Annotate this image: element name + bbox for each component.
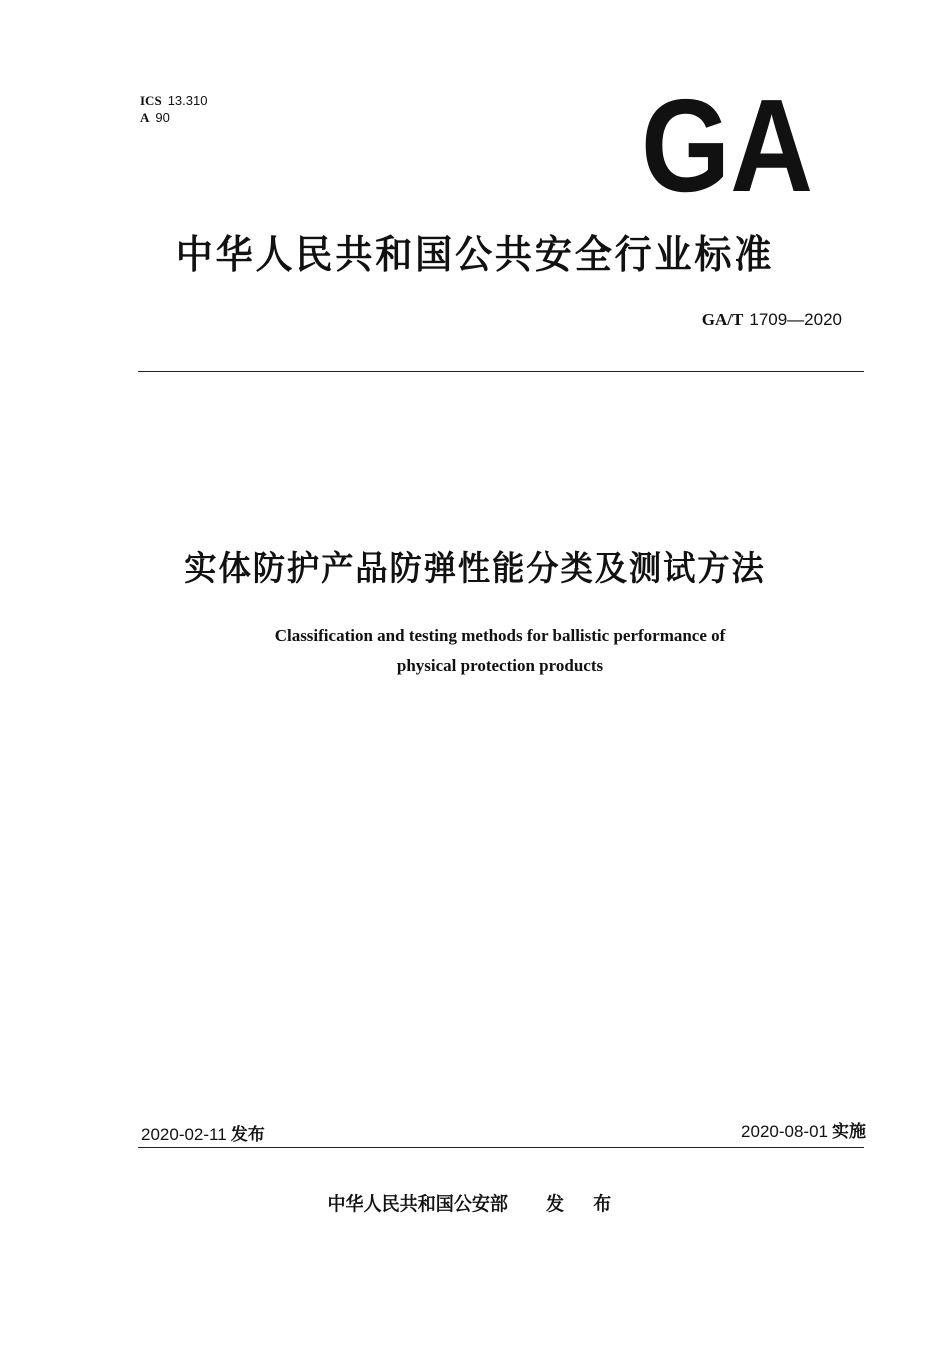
ics-code-row: [140, 92, 207, 109]
document-title-english: [150, 621, 850, 681]
classification-codes: [140, 92, 207, 126]
ics-code: 13.310: [167, 93, 208, 108]
header-divider: [138, 371, 864, 372]
document-title-chinese: 实体防护产品防弹性能分类及测试方法: [184, 549, 766, 589]
ccs-code: 90: [155, 110, 170, 125]
issuer-action: 发 布: [545, 1193, 623, 1215]
publish-date-label: 发布: [230, 1125, 265, 1145]
ga-logo: [640, 72, 815, 219]
issuer-name: 中华人民共和国公安部: [327, 1193, 508, 1215]
effective-date: [741, 1117, 866, 1142]
standard-number-value: 1709—2020: [749, 310, 842, 329]
effective-date-value: 2020-08-01: [741, 1122, 828, 1141]
publish-date-value: 2020-02-11: [141, 1125, 227, 1144]
ccs-code-row: [140, 109, 207, 126]
english-title-line-1: Classification and testing methods for ballistic performance of: [274, 626, 726, 645]
standard-number: [702, 310, 842, 330]
footer-divider: [138, 1147, 864, 1148]
english-title-line-2: physical protection products: [396, 656, 604, 675]
standard-number-prefix: GA/T: [701, 310, 744, 329]
ga-logo-text: GA: [641, 72, 813, 219]
ccs-label: A: [140, 110, 150, 125]
standard-type-title: 中华人民共和国公共安全行业标准: [175, 233, 775, 278]
publish-date: [141, 1120, 265, 1145]
effective-date-label: 实施: [832, 1122, 866, 1142]
ics-label: ICS: [140, 93, 162, 108]
issuer-line: [0, 1189, 950, 1216]
